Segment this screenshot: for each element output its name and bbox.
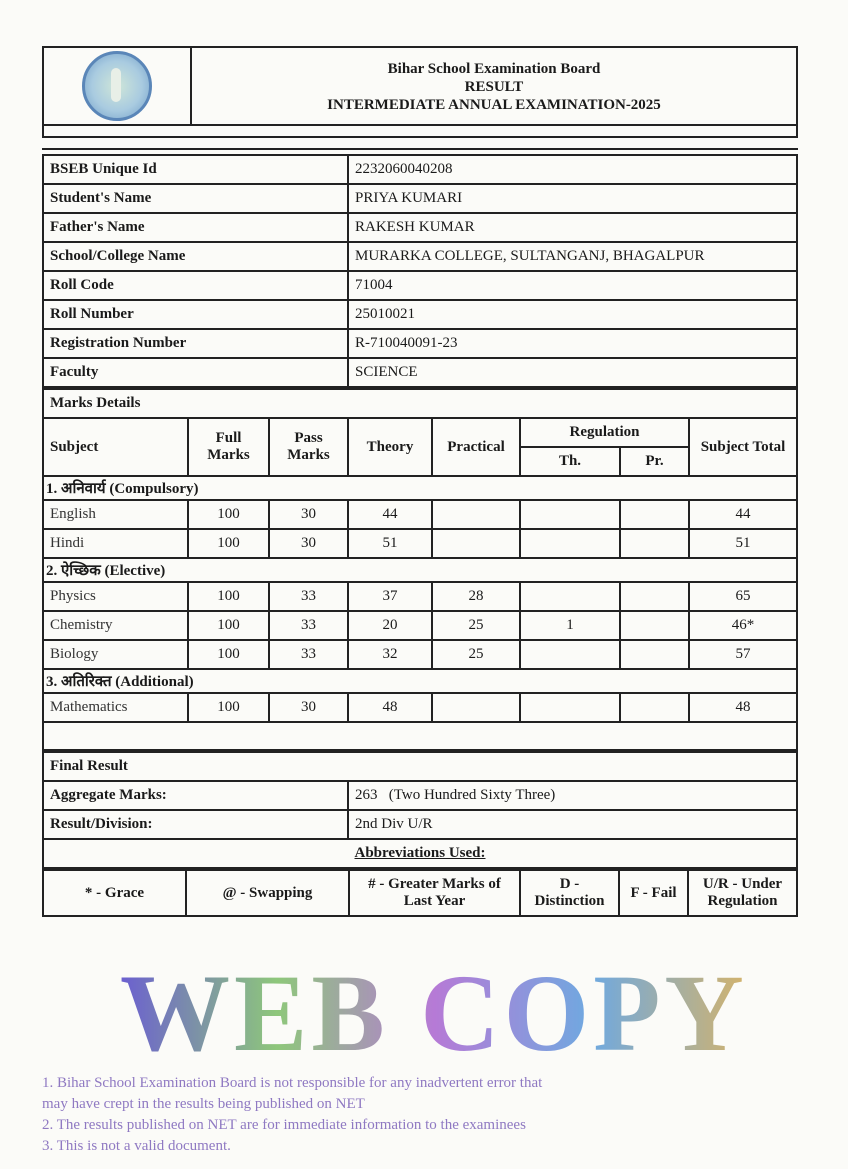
header-title (192, 48, 796, 124)
col-full-marks: Full Marks (188, 418, 269, 476)
cell-practical: 25 (432, 611, 520, 640)
cell-total: 48 (689, 693, 797, 722)
cell-practical: 28 (432, 582, 520, 611)
disclaimer-line: 1. Bihar School Examination Board is not responsible for any inadvertent error that (42, 1075, 543, 1091)
final-result-table (42, 751, 798, 869)
bseb-logo-icon (82, 51, 152, 121)
info-row (43, 271, 797, 300)
col-subject-total: Subject Total (689, 418, 797, 476)
abbreviation-item: * - Grace (43, 870, 186, 916)
cell-subject: Chemistry (43, 611, 188, 640)
cell-full: 100 (188, 529, 269, 558)
subject-row (43, 500, 797, 529)
cell-full: 100 (188, 693, 269, 722)
cell-reg-pr (620, 500, 689, 529)
logo-cell (44, 48, 192, 124)
section-title: 1. अनिवार्य (Compulsory) (43, 476, 797, 500)
abbreviation-item: D - Distinction (520, 870, 619, 916)
section-title: 2. ऐच्छिक (Elective) (43, 558, 797, 582)
cell-theory: 20 (348, 611, 432, 640)
watermark: WEB COPY (120, 952, 748, 1074)
info-label: School/College Name (43, 242, 348, 271)
col-subject: Subject (43, 418, 188, 476)
cell-practical: 25 (432, 640, 520, 669)
disclaimer-line: 3. This is not a valid document. (42, 1138, 231, 1154)
info-value: 25010021 (348, 300, 797, 329)
info-value: MURARKA COLLEGE, SULTANGANJ, BHAGALPUR (348, 242, 797, 271)
cell-theory: 48 (348, 693, 432, 722)
cell-pass: 30 (269, 500, 348, 529)
aggregate-words: (Two Hundred Sixty Three) (388, 787, 556, 803)
abbreviation-item: U/R - Under Regulation (688, 870, 797, 916)
student-info-table (42, 154, 798, 388)
cell-total: 57 (689, 640, 797, 669)
cell-practical (432, 529, 520, 558)
aggregate-value (348, 781, 797, 810)
cell-pass: 30 (269, 693, 348, 722)
aggregate-number: 263 (355, 787, 378, 803)
section-row (43, 558, 797, 582)
aggregate-label: Aggregate Marks: (43, 781, 348, 810)
cell-subject: Biology (43, 640, 188, 669)
subject-row (43, 529, 797, 558)
cell-subject: English (43, 500, 188, 529)
cell-reg-pr (620, 582, 689, 611)
info-label: Student's Name (43, 184, 348, 213)
cell-full: 100 (188, 500, 269, 529)
disclaimer-line: 2. The results published on NET are for immediate information to the examinees (42, 1117, 526, 1133)
info-value: 71004 (348, 271, 797, 300)
cell-practical (432, 500, 520, 529)
cell-reg-th (520, 693, 620, 722)
info-row (43, 329, 797, 358)
disclaimer-line: may have crept in the results being published on NET (42, 1096, 365, 1112)
cell-subject: Hindi (43, 529, 188, 558)
col-regulation: Regulation (520, 418, 689, 447)
result-document (42, 46, 798, 917)
info-value: 2232060040208 (348, 155, 797, 184)
col-practical: Practical (432, 418, 520, 476)
marks-details-title: Marks Details (43, 389, 797, 418)
info-label: Faculty (43, 358, 348, 387)
cell-total: 46* (689, 611, 797, 640)
abbreviation-item: # - Greater Marks of Last Year (349, 870, 520, 916)
info-row (43, 300, 797, 329)
abbreviation-item: @ - Swapping (186, 870, 349, 916)
info-row (43, 184, 797, 213)
col-reg-pr: Pr. (620, 447, 689, 476)
abbreviations-title: Abbreviations Used: (43, 839, 797, 868)
final-result-title: Final Result (43, 752, 797, 781)
cell-theory: 37 (348, 582, 432, 611)
cell-total: 44 (689, 500, 797, 529)
board-name: Bihar School Examination Board (387, 61, 601, 77)
cell-reg-pr (620, 693, 689, 722)
cell-theory: 32 (348, 640, 432, 669)
info-row (43, 358, 797, 387)
header (42, 46, 798, 126)
info-label: Roll Number (43, 300, 348, 329)
marks-table (42, 388, 798, 751)
cell-subject: Mathematics (43, 693, 188, 722)
result-value: 2nd Div U/R (348, 810, 797, 839)
cell-reg-th (520, 500, 620, 529)
section-title: 3. अतिरिक्त (Additional) (43, 669, 797, 693)
blank-row (43, 722, 797, 750)
info-value: PRIYA KUMARI (348, 184, 797, 213)
divider (42, 126, 798, 138)
info-label: Roll Code (43, 271, 348, 300)
cell-practical (432, 693, 520, 722)
cell-subject: Physics (43, 582, 188, 611)
info-value: RAKESH KUMAR (348, 213, 797, 242)
subject-row (43, 640, 797, 669)
section-row (43, 476, 797, 500)
exam-name: INTERMEDIATE ANNUAL EXAMINATION-2025 (327, 97, 661, 113)
cell-theory: 51 (348, 529, 432, 558)
cell-pass: 33 (269, 640, 348, 669)
cell-pass: 33 (269, 582, 348, 611)
result-label: Result/Division: (43, 810, 348, 839)
cell-reg-th: 1 (520, 611, 620, 640)
info-label: BSEB Unique Id (43, 155, 348, 184)
info-label: Registration Number (43, 329, 348, 358)
cell-pass: 33 (269, 611, 348, 640)
subject-row (43, 611, 797, 640)
info-label: Father's Name (43, 213, 348, 242)
col-pass-marks: Pass Marks (269, 418, 348, 476)
col-theory: Theory (348, 418, 432, 476)
cell-reg-pr (620, 611, 689, 640)
cell-full: 100 (188, 582, 269, 611)
abbreviation-item: F - Fail (619, 870, 688, 916)
cell-reg-th (520, 582, 620, 611)
info-value: SCIENCE (348, 358, 797, 387)
col-reg-th: Th. (520, 447, 620, 476)
doc-title: RESULT (464, 79, 524, 95)
abbreviations-table (42, 869, 798, 917)
info-row (43, 242, 797, 271)
cell-theory: 44 (348, 500, 432, 529)
cell-reg-th (520, 529, 620, 558)
section-row (43, 669, 797, 693)
info-row (43, 213, 797, 242)
subject-row (43, 582, 797, 611)
info-value: R-710040091-23 (348, 329, 797, 358)
info-row (43, 155, 797, 184)
cell-full: 100 (188, 640, 269, 669)
cell-total: 65 (689, 582, 797, 611)
subject-row (43, 693, 797, 722)
cell-reg-pr (620, 640, 689, 669)
cell-total: 51 (689, 529, 797, 558)
cell-full: 100 (188, 611, 269, 640)
cell-pass: 30 (269, 529, 348, 558)
cell-reg-th (520, 640, 620, 669)
divider (42, 138, 798, 150)
cell-reg-pr (620, 529, 689, 558)
